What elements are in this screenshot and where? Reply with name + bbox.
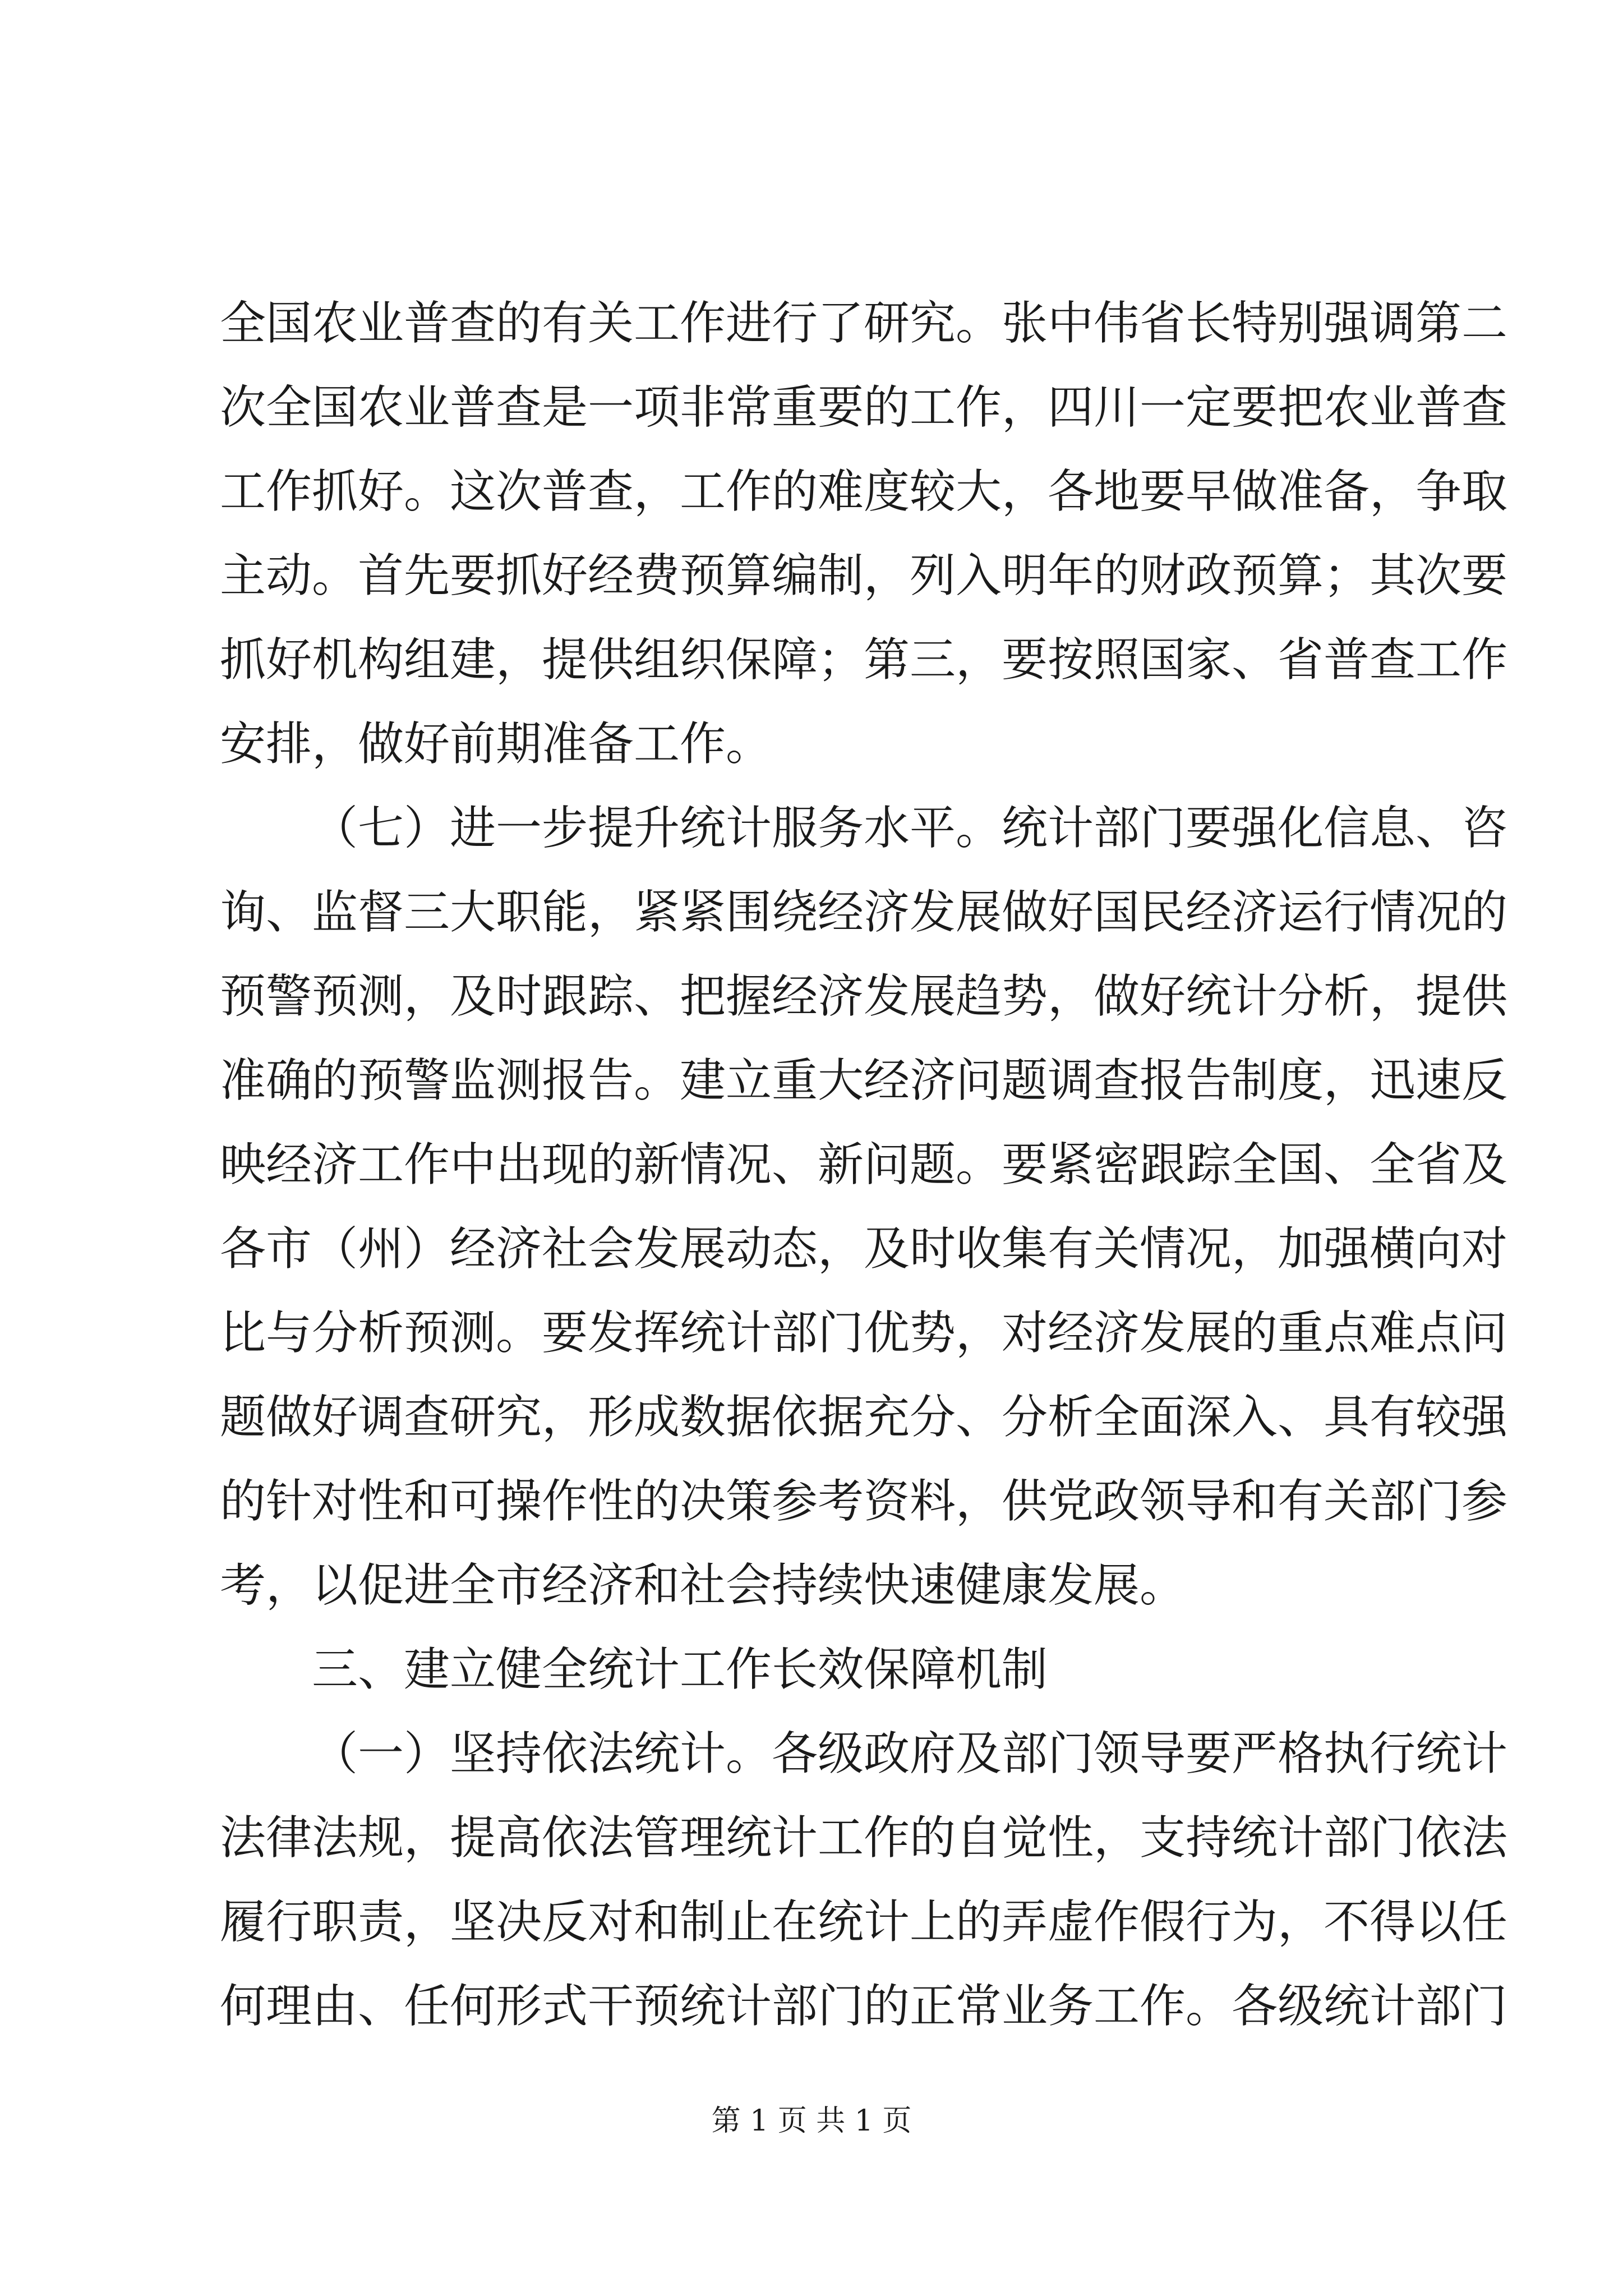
text-line: 履行职责，坚决反对和制止在统计上的弄虚作假行为，不得以任: [220, 1895, 1508, 1949]
text-line: 法律法规，提高依法管理统计工作的自觉性，支持统计部门依法: [220, 1811, 1508, 1865]
text-line: 次全国农业普查是一项非常重要的工作，四川一定要把农业普查: [220, 381, 1508, 434]
text-line: 询、监督三大职能，紧紧围绕经济发展做好国民经济运行情况的: [220, 886, 1508, 939]
text-line: 比与分析预测。要发挥统计部门优势，对经济发展的重点难点问: [220, 1306, 1508, 1360]
text-line: 安排，做好前期准备工作。: [220, 717, 772, 771]
text-line: 题做好调查研究，形成数据依据充分、分析全面深入、具有较强: [220, 1391, 1508, 1444]
text-line: （七）进一步提升统计服务水平。统计部门要强化信息、咨: [312, 802, 1508, 855]
text-line: 何理由、任何形式干预统计部门的正常业务工作。各级统计部门: [220, 1980, 1508, 2033]
text-line: 预警预测，及时跟踪、把握经济发展趋势，做好统计分析，提供: [220, 970, 1508, 1023]
text-line: 抓好机构组建，提供组织保障；第三，要按照国家、省普查工作: [220, 633, 1508, 687]
text-line: 考，以促进全市经济和社会持续快速健康发展。: [220, 1559, 1186, 1612]
text-line: 主动。首先要抓好经费预算编制，列入明年的财政预算；其次要: [220, 549, 1508, 602]
text-line: 映经济工作中出现的新情况、新问题。要紧密跟踪全国、全省及: [220, 1138, 1508, 1191]
text-line: 各市（州）经济社会发展动态，及时收集有关情况，加强横向对: [220, 1222, 1508, 1276]
page-number-footer: 第 1 页 共 1 页: [711, 2104, 912, 2138]
text-line: （一）坚持依法统计。各级政府及部门领导要严格执行统计: [312, 1727, 1508, 1780]
text-line: 准确的预警监测报告。建立重大经济问题调查报告制度，迅速反: [220, 1054, 1508, 1107]
text-line: 全国农业普查的有关工作进行了研究。张中伟省长特别强调第二: [220, 297, 1508, 350]
text-line: 工作抓好。这次普查，工作的难度较大，各地要早做准备，争取: [220, 465, 1508, 518]
section-heading: 三、建立健全统计工作长效保障机制: [312, 1643, 1048, 1696]
text-line: 的针对性和可操作性的决策参考资料，供党政领导和有关部门参: [220, 1475, 1508, 1528]
